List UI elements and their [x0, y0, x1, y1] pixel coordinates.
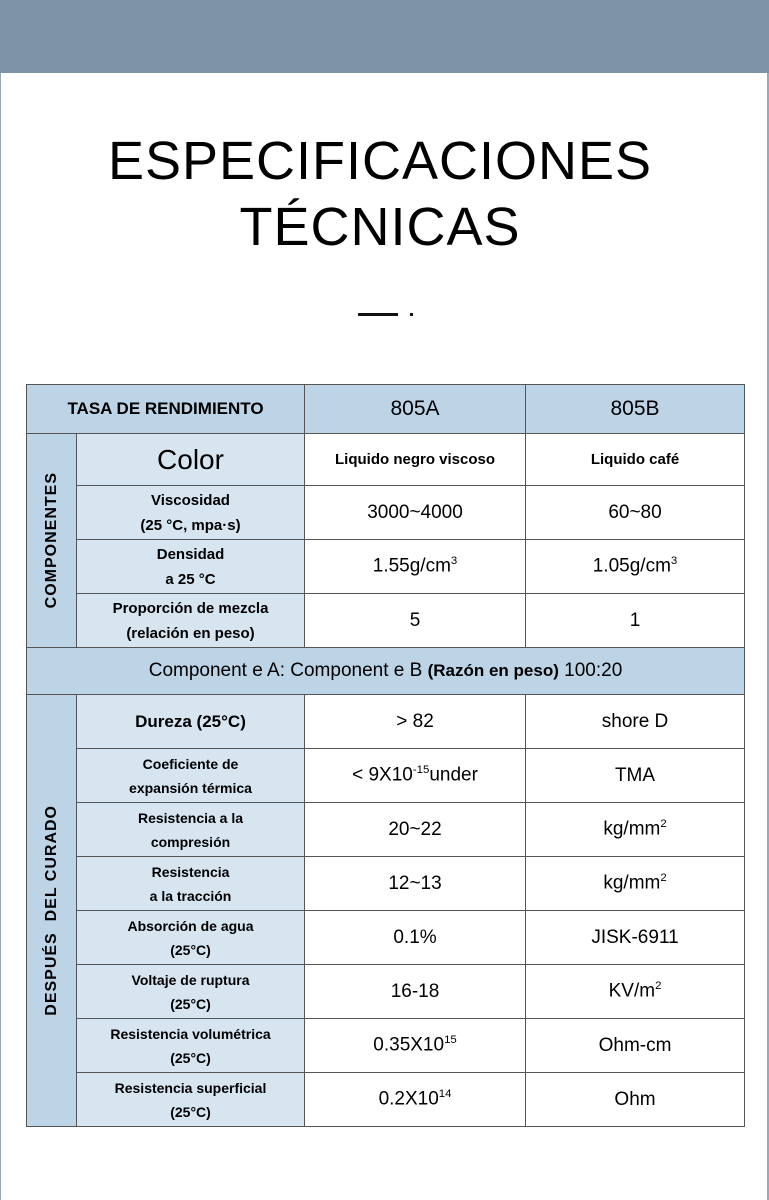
cell-superscript: 2: [655, 980, 662, 993]
left-border-line: [0, 73, 1, 1200]
header-rate: TASA DE RENDIMIENTO: [27, 385, 305, 434]
cell-value: kg/mm: [603, 818, 661, 840]
cell-value-tail: under: [429, 764, 478, 786]
row-label: [77, 857, 305, 911]
row-label-line: (25°C): [170, 1103, 211, 1120]
header-805b: 805B: [526, 385, 745, 434]
cell-805a: 0.1%: [305, 911, 526, 965]
cell-value: 0.2X10: [378, 1088, 439, 1110]
table-row: [27, 540, 745, 594]
cell-superscript: -15: [412, 764, 430, 777]
row-label-line: Dureza (25°C): [135, 711, 246, 731]
table-row: [27, 1019, 745, 1073]
cell-value: < 9X10: [352, 764, 413, 786]
cell-805a: [305, 540, 526, 594]
mix-ratio-bold: (Razón en peso): [427, 661, 559, 680]
row-label: [77, 695, 305, 749]
row-label-line: a 25 °C: [165, 570, 216, 588]
cured-label-text: DESPUÉS DEL CURADO: [42, 805, 60, 1016]
mix-ratio-value: 100:20: [564, 660, 623, 681]
row-label-line: expansión térmica: [129, 779, 252, 796]
row-label: [77, 540, 305, 594]
specs-table: [26, 384, 745, 1127]
row-label-line: (25 °C, mpa·s): [140, 516, 241, 534]
page-title: [60, 128, 700, 260]
table-row: [27, 749, 745, 803]
cell-805a: 12~13: [305, 857, 526, 911]
cell-805b: [526, 803, 745, 857]
row-label-line: Voltaje de ruptura: [131, 971, 250, 988]
title-underline: [358, 313, 398, 316]
cell-805b: 60~80: [526, 486, 745, 540]
cell-superscript: 15: [444, 1034, 457, 1047]
cell-805a: [305, 1073, 526, 1127]
cell-value: 1.05g/cm: [592, 555, 671, 577]
cell-805a: 5: [305, 594, 526, 648]
row-label: [77, 434, 305, 486]
row-label-line: Resistencia superficial: [114, 1079, 267, 1096]
cell-value: 1.55g/cm: [372, 555, 451, 577]
table-header-row: [27, 385, 745, 434]
cell-805a: 20~22: [305, 803, 526, 857]
cell-805a: [305, 1019, 526, 1073]
row-label-line: compresión: [150, 833, 231, 850]
row-label: [77, 1019, 305, 1073]
row-label-line: Proporción de mezcla: [112, 599, 269, 617]
row-label-line: Resistencia: [151, 863, 230, 880]
table-row: [27, 911, 745, 965]
cell-805b: shore D: [526, 695, 745, 749]
table-row: [27, 695, 745, 749]
cell-superscript: 3: [450, 555, 458, 568]
cell-value: KV/m: [608, 980, 656, 1002]
row-label: [77, 965, 305, 1019]
cell-value: 0.35X10: [373, 1034, 445, 1056]
cell-805b: Ohm: [526, 1073, 745, 1127]
row-label-line: Densidad: [156, 545, 225, 563]
row-label: [77, 486, 305, 540]
table-row: [27, 965, 745, 1019]
row-label: [77, 749, 305, 803]
mix-ratio-text: Component e A: Component e B: [148, 660, 423, 681]
table-row: [27, 1073, 745, 1127]
cell-superscript: 3: [670, 555, 678, 568]
cell-superscript: 2: [660, 872, 667, 885]
cell-805b: TMA: [526, 749, 745, 803]
cell-805a: > 82: [305, 695, 526, 749]
cell-805b: JISK-6911: [526, 911, 745, 965]
row-label-line: Resistencia a la: [137, 809, 244, 826]
row-label-line: (relación en peso): [126, 624, 255, 642]
cell-805b: 1: [526, 594, 745, 648]
table-row: [27, 486, 745, 540]
title-dot: [410, 313, 413, 316]
row-label-line: Viscosidad: [151, 491, 230, 509]
row-label-line: (25°C): [170, 941, 211, 958]
cell-805b: [526, 965, 745, 1019]
cell-805a: [305, 749, 526, 803]
row-label-line: Coeficiente de: [142, 755, 239, 772]
cell-805b: Ohm-cm: [526, 1019, 745, 1073]
components-label-text: COMPONENTES: [42, 472, 60, 609]
header-805a: 805A: [305, 385, 526, 434]
cell-805a: Liquido negro viscoso: [305, 434, 526, 486]
cell-805b: Liquido café: [526, 434, 745, 486]
row-label: [77, 911, 305, 965]
cell-805b: [526, 540, 745, 594]
title-line-2: TÉCNICAS: [239, 197, 521, 257]
table-row: [27, 434, 745, 486]
cell-superscript: 2: [660, 818, 667, 831]
cured-side-label: [27, 695, 77, 1127]
row-label-line: (25°C): [170, 1049, 211, 1066]
mix-ratio-row: [27, 648, 745, 695]
components-side-label: [27, 434, 77, 648]
cell-805a: 3000~4000: [305, 486, 526, 540]
row-label-line: a la tracción: [149, 887, 232, 904]
cell-805b: [526, 857, 745, 911]
row-label: [77, 803, 305, 857]
cell-805a: 16-18: [305, 965, 526, 1019]
row-label: [77, 594, 305, 648]
row-label-line: Absorción de agua: [127, 917, 254, 934]
table-row: [27, 594, 745, 648]
mix-ratio-cell: [27, 648, 745, 695]
cell-superscript: 14: [438, 1088, 452, 1101]
row-label: [77, 1073, 305, 1127]
top-banner: [0, 0, 769, 73]
table-row: [27, 857, 745, 911]
table-row: [27, 803, 745, 857]
cell-value: kg/mm: [603, 872, 661, 894]
row-label-line: Color: [157, 444, 224, 475]
row-label-line: (25°C): [170, 995, 211, 1012]
title-line-1: ESPECIFICACIONES: [107, 131, 653, 191]
row-label-line: Resistencia volumétrica: [110, 1025, 271, 1042]
